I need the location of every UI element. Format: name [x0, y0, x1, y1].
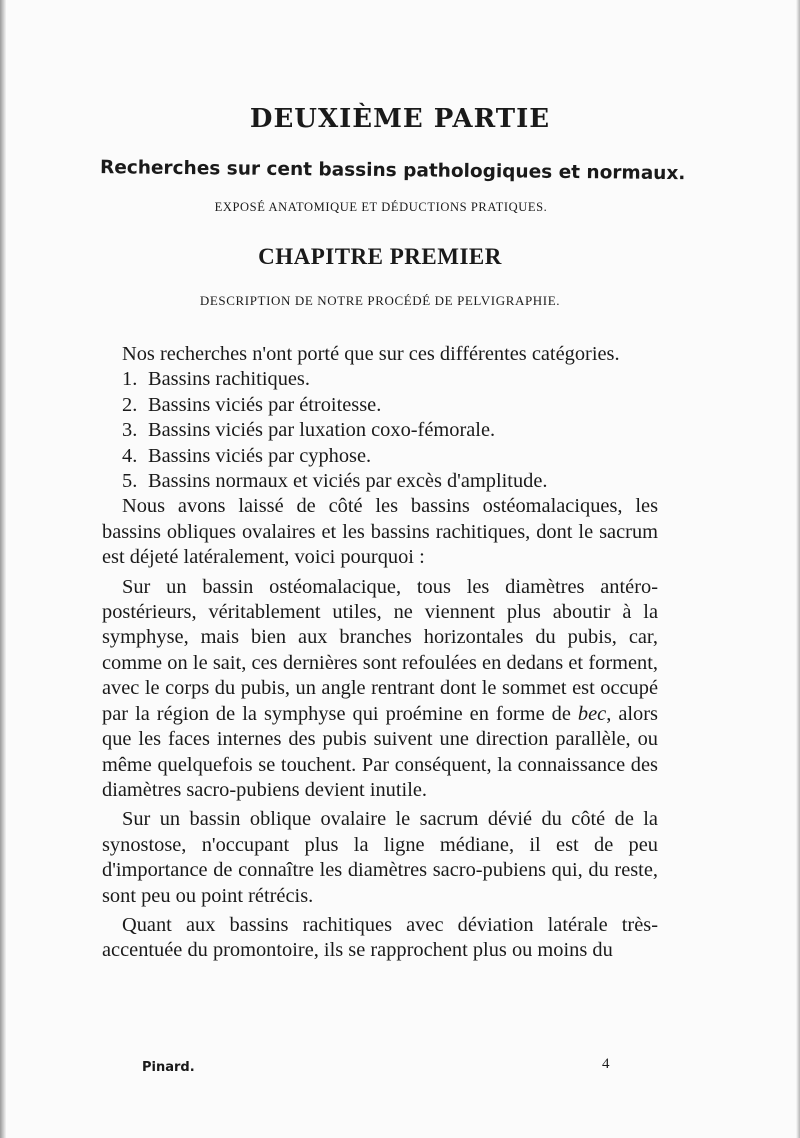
category-list-item	[102, 418, 658, 443]
intro-paragraph: Nos recherches n'ont porté que sur ces différentes catégories.	[122, 343, 620, 365]
chapter-description: DESCRIPTION DE NOTRE PROCÉDÉ DE PELVIGRAPHIE.	[199, 293, 561, 308]
category-list-item	[102, 393, 658, 418]
paragraph-oblique-ovalaire: Sur un bassin oblique ovalaire le sacrum dévié du côté de la synostose, n'occupant plus la ligne médiane, il est de peu d'importance de connaître les diamètres sacro-pubiens qui, du reste, sont peu ou point rétrécis.	[102, 808, 658, 907]
list-item-number: 4.	[122, 444, 138, 467]
list-item-number: 2.	[122, 393, 138, 416]
list-item-number: 5.	[122, 470, 138, 493]
footer-author: Pinard.	[142, 1060, 195, 1075]
list-item-number: 1.	[122, 368, 138, 391]
page-edge-shadow-left	[0, 0, 6, 1138]
list-item-number: 3.	[122, 419, 138, 442]
paragraph-text: Sur un bassin ostéomalacique, tous les diamètres antéro-postérieurs, véritablement utiles, ne viennent plus aboutir à la symphyse, mais bien aux branches horizontales du pubis, car, comme on le sait, ces dernières sont refoulées en dedans et forment, avec le corps du pubis, un angle rentrant dont le sommet est occupé par la région de la symphyse qui proémine en forme de	[102, 575, 658, 725]
chapter-title: CHAPITRE PREMIER	[258, 244, 502, 269]
list-item-text: Bassins viciés par luxation coxo-fémorale.	[148, 419, 496, 442]
signature-mark: 4	[602, 1056, 610, 1072]
body-text	[102, 342, 658, 964]
list-item-text: Bassins normaux et viciés par excès d'amplitude.	[148, 470, 548, 493]
category-list-item	[102, 469, 658, 494]
paragraph-excluded-pelvises: Nous avons laissé de côté les bassins ostéomalaciques, les bassins obliques ovalaires et les bassins rachitiques, dont le sacrum est déjeté latéralement, voici pourquoi :	[102, 495, 658, 569]
paragraph-rachitic-lateral: Quant aux bassins rachitiques avec déviation latérale très-accentuée du promontoire, ils se rapprochent plus ou moins du	[102, 913, 658, 962]
part-subtitle: Recherches sur cent bassins pathologiques et normaux.	[99, 157, 686, 185]
list-item-text: Bassins viciés par cyphose.	[148, 444, 372, 467]
category-list-item	[102, 444, 658, 469]
emphasis-text: bec	[577, 702, 607, 725]
paragraph-osteomalacic	[102, 575, 658, 804]
part-summary-heading: EXPOSÉ ANATOMIQUE ET DÉDUCTIONS PRATIQUES.	[214, 200, 548, 214]
list-item-text: Bassins rachitiques.	[148, 368, 310, 391]
list-item-text: Bassins viciés par étroitesse.	[148, 393, 382, 416]
paragraph-text: , alors que les faces internes des pubis suivent une direction parallèle, ou même quelquefois se touchent. Par conséquent, la connaissance des diamètres sacro-pubiens devient inutile.	[102, 702, 658, 801]
category-list-item	[102, 367, 658, 392]
page-edge-shadow-right	[796, 0, 800, 1138]
part-title: DEUXIÈME PARTIE	[249, 104, 551, 134]
